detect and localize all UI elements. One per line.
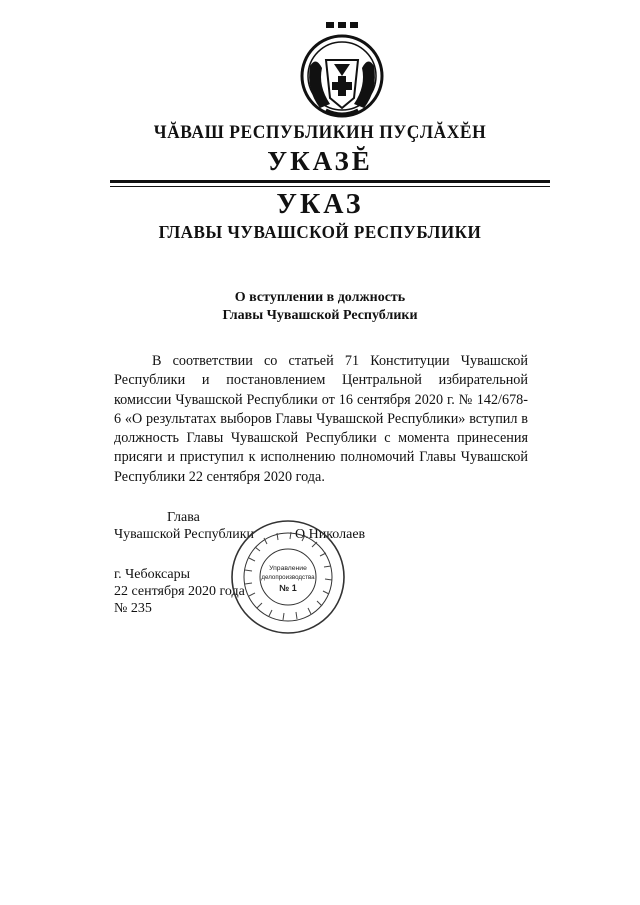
seal-text-line3: № 1 (279, 583, 297, 593)
document-subject (0, 289, 640, 325)
russian-header-line2: ГЛАВЫ ЧУВАШСКОЙ РЕСПУБЛИКИ (158, 222, 482, 242)
document-number: № 235 (114, 601, 152, 616)
document-date: 22 сентября 2020 года (114, 584, 245, 599)
signature-name: О.Николаев (295, 527, 366, 542)
chuvash-header-line2: УКАЗĔ (267, 146, 373, 176)
signature-organization: Чувашской Республики (114, 527, 255, 542)
place-and-date (114, 566, 245, 617)
city: г. Чебоксары (114, 567, 191, 582)
header-rule-thin (110, 186, 550, 187)
coat-of-arms-emblem (296, 20, 388, 120)
body-paragraph: В соответствии со статьей 71 Конституции Чувашской Республики и постановлением Центральной избирательной комиссии Чувашской Республики от 16 сентября 2020 г. № 142/678-6 «О результатах выборов Главы Чувашской Республики» вступил в должность Главы Чувашской Республики с момента принесения присяги и приступил к исполнению полномочий Главы Чувашской Республики 22 сентября 2020 года. (114, 353, 528, 485)
signature-title: Глава (167, 510, 200, 525)
seal-text-line2: делопроизводства (261, 574, 315, 581)
subject-line1: О вступлении в должность (234, 290, 406, 305)
seal-text-line1: Управление (269, 565, 307, 572)
official-seal-stamp (229, 518, 347, 636)
subject-line2: Главы Чувашской Республики (222, 308, 418, 323)
russian-header-line1: УКАЗ (276, 189, 364, 220)
chuvash-header-line1: ЧĂВАШ РЕСПУБЛИКИН ПУҪЛĂХĔН (153, 122, 487, 143)
header-rule-thick (110, 180, 550, 183)
